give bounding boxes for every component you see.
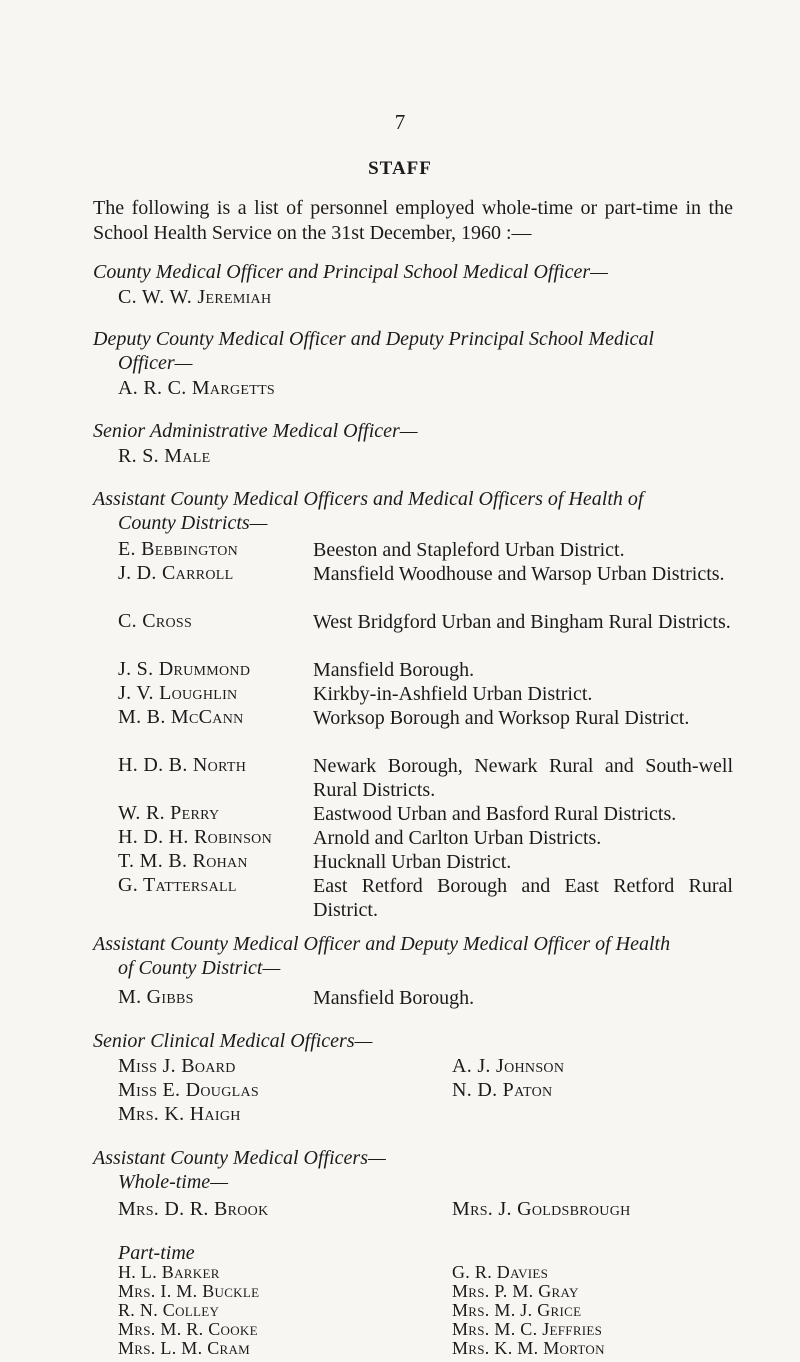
- assistant-moh-heading-line2: County Districts—: [118, 512, 268, 534]
- moh-district: Mansfield Woodhouse and Warsop Urban Districts.: [313, 563, 725, 585]
- moh-name: C. Cross: [118, 610, 193, 632]
- part-time-name: Mrs. M. C. Jeffries: [452, 1319, 603, 1339]
- moh-district: Beeston and Stapleford Urban District.: [313, 539, 625, 561]
- moh-name: E. Bebbington: [118, 538, 239, 560]
- deputy-heading-line2: Officer—: [118, 352, 193, 374]
- part-time-name: Mrs. I. M. Buckle: [118, 1281, 260, 1301]
- part-time-name: Mrs. M. R. Cooke: [118, 1319, 258, 1339]
- senior-clinical-heading: Senior Clinical Medical Officers—: [93, 1030, 373, 1052]
- senior-clinical-name: Mrs. K. Haigh: [118, 1103, 241, 1125]
- moh-district: Arnold and Carlton Urban Districts.: [313, 827, 602, 849]
- part-time-heading: Part-time: [118, 1242, 195, 1264]
- moh-name: H. D. H. Robinson: [118, 826, 272, 848]
- moh-district: Hucknall Urban District.: [313, 851, 512, 873]
- senior-clinical-name: Miss E. Douglas: [118, 1079, 259, 1101]
- whole-time-name: Mrs. D. R. Brook: [118, 1198, 269, 1220]
- moh-district: Mansfield Borough.: [313, 659, 475, 681]
- moh-name: M. B. McCann: [118, 706, 244, 728]
- cmo-name: C. W. W. Jeremiah: [118, 286, 272, 308]
- moh-district: East Retford Borough and East Retford Rural District.: [313, 875, 733, 921]
- assistant-cmo-heading: Assistant County Medical Officers—: [93, 1147, 386, 1169]
- moh-name: J. D. Carroll: [118, 562, 234, 584]
- senior-clinical-name: A. J. Johnson: [452, 1055, 565, 1077]
- moh-name: J. S. Drummond: [118, 658, 251, 680]
- senior-admin-name: R. S. Male: [118, 445, 211, 467]
- senior-clinical-name: N. D. Paton: [452, 1079, 553, 1101]
- part-time-name: Mrs. P. M. Gray: [452, 1281, 579, 1301]
- moh-district: Eastwood Urban and Basford Rural Districts.: [313, 803, 677, 825]
- senior-clinical-name: Miss J. Board: [118, 1055, 236, 1077]
- moh-district: West Bridgford Urban and Bingham Rural Districts.: [313, 611, 731, 633]
- whole-time-heading: Whole-time—: [118, 1171, 228, 1193]
- part-time-name: G. R. Davies: [452, 1262, 549, 1282]
- page-title: STAFF: [368, 158, 432, 179]
- moh-name: H. D. B. North: [118, 754, 247, 776]
- moh-name: T. M. B. Rohan: [118, 850, 248, 872]
- moh-name: J. V. Loughlin: [118, 682, 238, 704]
- page-number: 7: [394, 110, 406, 134]
- intro-paragraph: The following is a list of personnel employed whole-time or part-time in the School Health Service on the 31st December, 1960 :—: [93, 197, 733, 244]
- moh-name: W. R. Perry: [118, 802, 220, 824]
- whole-time-name: Mrs. J. Goldsbrough: [452, 1198, 631, 1220]
- assistant-deputy-name: M. Gibbs: [118, 986, 194, 1008]
- deputy-heading-line1: Deputy County Medical Officer and Deputy Principal School Medical: [93, 328, 654, 350]
- assistant-deputy-heading-line2: of County District—: [118, 957, 281, 979]
- assistant-deputy-heading-line1: Assistant County Medical Officer and Deputy Medical Officer of Health: [93, 933, 671, 955]
- deputy-name: A. R. C. Margetts: [118, 377, 276, 399]
- cmo-heading: County Medical Officer and Principal School Medical Officer—: [93, 261, 608, 283]
- part-time-name: H. L. Barker: [118, 1262, 220, 1282]
- assistant-moh-heading-line1: Assistant County Medical Officers and Medical Officers of Health of: [93, 488, 644, 510]
- part-time-name: R. N. Colley: [118, 1300, 220, 1320]
- moh-district: Kirkby-in-Ashfield Urban District.: [313, 683, 593, 705]
- part-time-name: Mrs. K. M. Morton: [452, 1338, 605, 1358]
- part-time-name: Mrs. L. M. Cram: [118, 1338, 251, 1358]
- moh-name: G. Tattersall: [118, 874, 237, 896]
- part-time-name: Mrs. M. J. Grice: [452, 1300, 582, 1320]
- assistant-deputy-district: Mansfield Borough.: [313, 987, 475, 1009]
- senior-admin-heading: Senior Administrative Medical Officer—: [93, 420, 418, 442]
- moh-district: Newark Borough, Newark Rural and South-well Rural Districts.: [313, 755, 733, 801]
- moh-district: Worksop Borough and Worksop Rural District.: [313, 707, 690, 729]
